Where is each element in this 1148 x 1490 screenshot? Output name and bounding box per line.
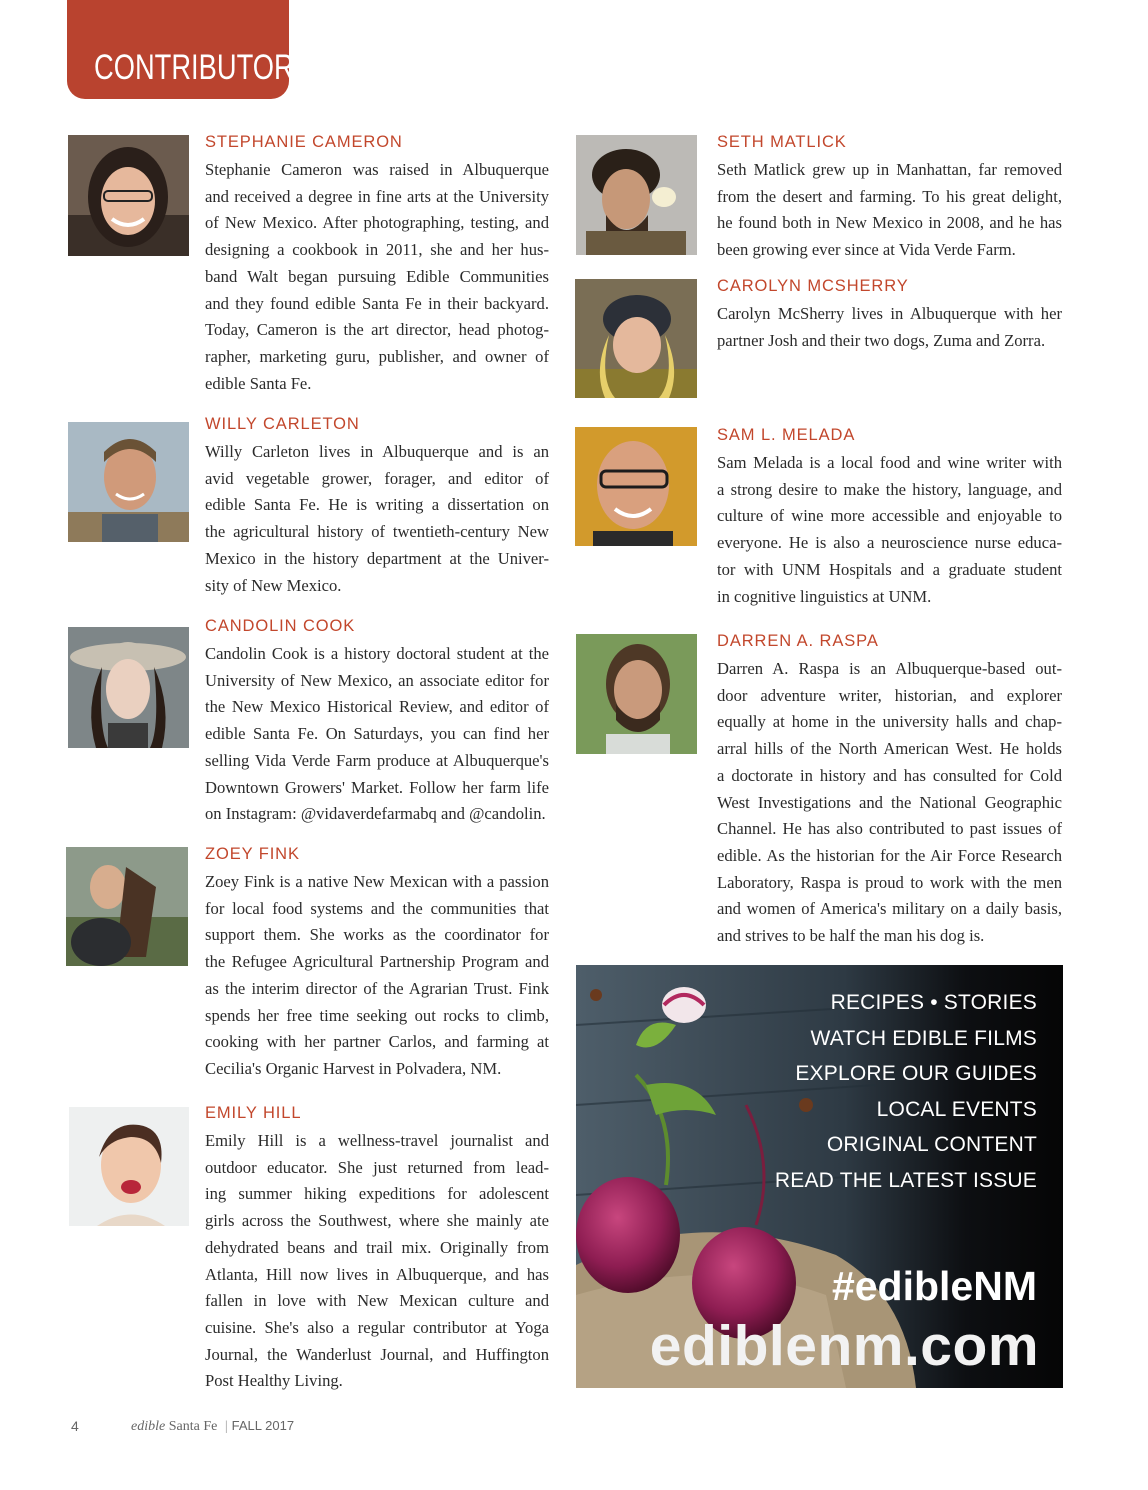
bio-line: Seth Matlick grew up in Manhattan, far removed xyxy=(717,160,1062,179)
contributor-name: WILLY CARLETON xyxy=(205,415,360,433)
ad-link-latest-issue[interactable]: READ THE LATEST ISSUE xyxy=(774,1168,1037,1192)
bio-line: spends her free time seeking out rocks to climb, xyxy=(205,1005,549,1025)
ad-link-watch-films[interactable]: WATCH EDIBLE FILMS xyxy=(810,1026,1037,1050)
bio-line: Today, Cameron is the art director, head photog- xyxy=(205,320,549,340)
bio-line: West Investigations and the National Geographic xyxy=(717,792,1062,812)
bio-line: and received a degree in fine arts at the University xyxy=(205,186,549,206)
bio-line: rapher, marketing guru, publisher, and owner of xyxy=(205,346,549,366)
section-title: CONTRIBUTORS xyxy=(94,48,312,87)
contributor-name: EMILY HILL xyxy=(205,1104,302,1122)
ad-banner[interactable] xyxy=(576,965,1063,1388)
bio-line: selling Vida Verde Farm produce at Albuquerque's xyxy=(205,750,549,770)
ad-website-link[interactable]: ediblenm.com xyxy=(649,1314,1039,1378)
ad-link-original-content[interactable]: ORIGINAL CONTENT xyxy=(826,1133,1037,1156)
bio-line: on Instagram: @vidaverdefarmabq and @candolin. xyxy=(205,804,546,824)
bio-line: outdoor educator. She just returned from lead- xyxy=(205,1157,549,1177)
contributor-photo-emily xyxy=(69,1107,189,1226)
bio-line: and women of America's military on a daily basis, xyxy=(717,899,1062,919)
bio-line: door adventure writer, historian, and explorer xyxy=(717,685,1062,705)
issue-season: FALL 2017 xyxy=(231,1418,295,1433)
ad-link-recipes-stories[interactable]: RECIPES • STORIES xyxy=(830,991,1037,1014)
contributor-photo-stephanie xyxy=(68,135,189,256)
bio-line: Candolin Cook is a history doctoral student at the xyxy=(205,644,549,663)
bio-line: the agricultural history of twentieth-century New xyxy=(205,522,549,542)
bio-line: designing a cookbook in 2011, she and her hus- xyxy=(205,240,549,260)
bio-line: arral hills of the North American West. He holds xyxy=(717,739,1062,759)
contributor-name: CAROLYN MCSHERRY xyxy=(717,277,909,295)
bio-line: University of New Mexico, an associate editor for xyxy=(205,670,549,690)
bio-line: as the interim director of the Agrarian Trust. Fink xyxy=(205,978,549,998)
contributor-bio xyxy=(717,656,1062,950)
publication-name-italic: edible xyxy=(131,1419,166,1434)
bio-line: and strives to be half the man his dog is. xyxy=(717,926,985,946)
bio-line: Stephanie Cameron was raised in Albuquerque xyxy=(205,160,549,179)
footer-separator: | xyxy=(224,1419,228,1434)
contributor-name: STEPHANIE CAMERON xyxy=(205,133,403,151)
contributor-bio xyxy=(205,1128,549,1395)
contributor-name: SAM L. MELADA xyxy=(717,426,856,444)
bio-line: support them. She works as the coordinator for xyxy=(205,925,549,945)
bio-line: Post Healthy Living. xyxy=(205,1371,343,1391)
bio-line: avid vegetable grower, forager, and editor of xyxy=(205,468,549,488)
contributor-bio xyxy=(717,450,1062,610)
contributor-bio xyxy=(205,869,549,1083)
page-footer xyxy=(71,1418,295,1436)
bio-line: a doctorate in history and has consulted for Cold xyxy=(717,765,1062,785)
publication-line xyxy=(131,1418,294,1435)
contributor-bio xyxy=(205,439,549,599)
bio-line: been growing ever since at Vida Verde Farm. xyxy=(717,240,1016,260)
bio-line: sity of New Mexico. xyxy=(205,575,342,595)
bio-line: tor with UNM Hospitals and a graduate student xyxy=(717,559,1062,579)
bio-line: Cecilia's Organic Harvest in Polvadera, NM. xyxy=(205,1058,502,1078)
bio-line: the New Mexico Historical Review, and editor of xyxy=(205,697,549,717)
bio-line: Atlanta, Hill now lives in Albuquerque, and has xyxy=(205,1264,549,1284)
bio-line: from the desert and farming. To his great delight, xyxy=(717,186,1062,206)
bio-line: Willy Carleton lives in Albuquerque and is an xyxy=(205,442,549,461)
bio-line: equally at home in the university halls and chap- xyxy=(717,712,1062,732)
contributor-photo-candolin xyxy=(68,627,189,748)
bio-line: Darren A. Raspa is an Albuquerque-based out- xyxy=(717,659,1062,678)
contributor-bio xyxy=(205,157,549,397)
bio-line: Zoey Fink is a native New Mexican with a passion xyxy=(205,872,549,891)
bio-line: a strong desire to make the history, language, and xyxy=(717,479,1062,499)
contributor-photo-zoey xyxy=(66,847,188,966)
bio-line: ing summer hiking expeditions for adolescent xyxy=(205,1184,549,1204)
bio-line: fallen in love with New Mexican culture and xyxy=(205,1291,549,1311)
contributor-name: SETH MATLICK xyxy=(717,133,847,151)
bio-line: Emily Hill is a wellness-travel journalist and xyxy=(205,1131,549,1150)
bio-line: cooking with her partner Carlos, and farming at xyxy=(205,1032,549,1052)
contributor-name: DARREN A. RASPA xyxy=(717,632,879,650)
bio-line: Channel. He has also contributed to past issues of xyxy=(717,819,1062,839)
bio-line: dehydrated beans and trail mix. Originally from xyxy=(205,1237,549,1257)
contributor-name: ZOEY FINK xyxy=(205,845,300,863)
bio-line: in cognitive linguistics at UNM. xyxy=(717,586,932,606)
bio-line: edible Santa Fe. On Saturdays, you can find her xyxy=(205,724,549,744)
contributor-photo-seth xyxy=(576,135,697,255)
ad-link-local-events[interactable]: LOCAL EVENTS xyxy=(876,1097,1037,1121)
bio-line: Journal, the Wanderlust Journal, and Huffington xyxy=(205,1344,549,1364)
bio-line: girls across the Southwest, where she mainly ate xyxy=(205,1211,549,1231)
bio-line: edible. As the historian for the Air Force Research xyxy=(717,845,1062,865)
bio-line: edible Santa Fe. He is writing a dissertation on xyxy=(205,495,549,515)
publication-name: Santa Fe xyxy=(168,1419,218,1434)
contributor-bio xyxy=(717,301,1062,354)
bio-line: band Walt began pursuing Edible Communities xyxy=(205,266,549,286)
bio-line: everyone. He is also a neuroscience nurse educa- xyxy=(717,533,1062,553)
contributor-name: CANDOLIN COOK xyxy=(205,617,356,635)
bio-line: the Refugee Agricultural Partnership Program and xyxy=(205,952,549,972)
contributor-photo-willy xyxy=(68,422,189,542)
ad-link-explore-guides[interactable]: EXPLORE OUR GUIDES xyxy=(795,1062,1037,1085)
bio-line: partner Josh and their two dogs, Zuma and Zorra. xyxy=(717,330,1046,350)
ad-link-list xyxy=(775,985,1037,1198)
contributor-photo-carolyn xyxy=(575,279,697,398)
bio-line: and they found edible Santa Fe in their backyard. xyxy=(205,293,549,313)
ad-hashtag: #edibleNM xyxy=(831,1263,1037,1309)
contributor-bio xyxy=(717,157,1062,264)
bio-line: edible Santa Fe. xyxy=(205,373,312,393)
contributor-bio xyxy=(205,641,549,828)
page-number: 4 xyxy=(71,1418,79,1434)
bio-line: Downtown Growers' Market. Follow her farm life xyxy=(205,777,549,797)
contributor-photo-sam xyxy=(575,427,697,546)
bio-line: he found both in New Mexico in 2008, and he has xyxy=(717,213,1062,233)
bio-line: Mexico in the history department at the Univer- xyxy=(205,548,549,568)
bio-line: culture of wine more accessible and enjoyable to xyxy=(717,506,1062,526)
bio-line: of New Mexico. After photographing, testing, and xyxy=(205,213,549,233)
bio-line: for local food systems and the communities that xyxy=(205,898,549,918)
bio-line: cuisine. She's also a regular contributor at Yoga xyxy=(205,1317,549,1337)
contributor-photo-darren xyxy=(576,634,697,754)
section-tab xyxy=(67,0,312,99)
bio-line: Carolyn McSherry lives in Albuquerque with her xyxy=(717,304,1062,323)
bio-line: Sam Melada is a local food and wine writer with xyxy=(717,453,1062,472)
bio-line: Laboratory, Raspa is proud to work with the men xyxy=(717,872,1062,892)
